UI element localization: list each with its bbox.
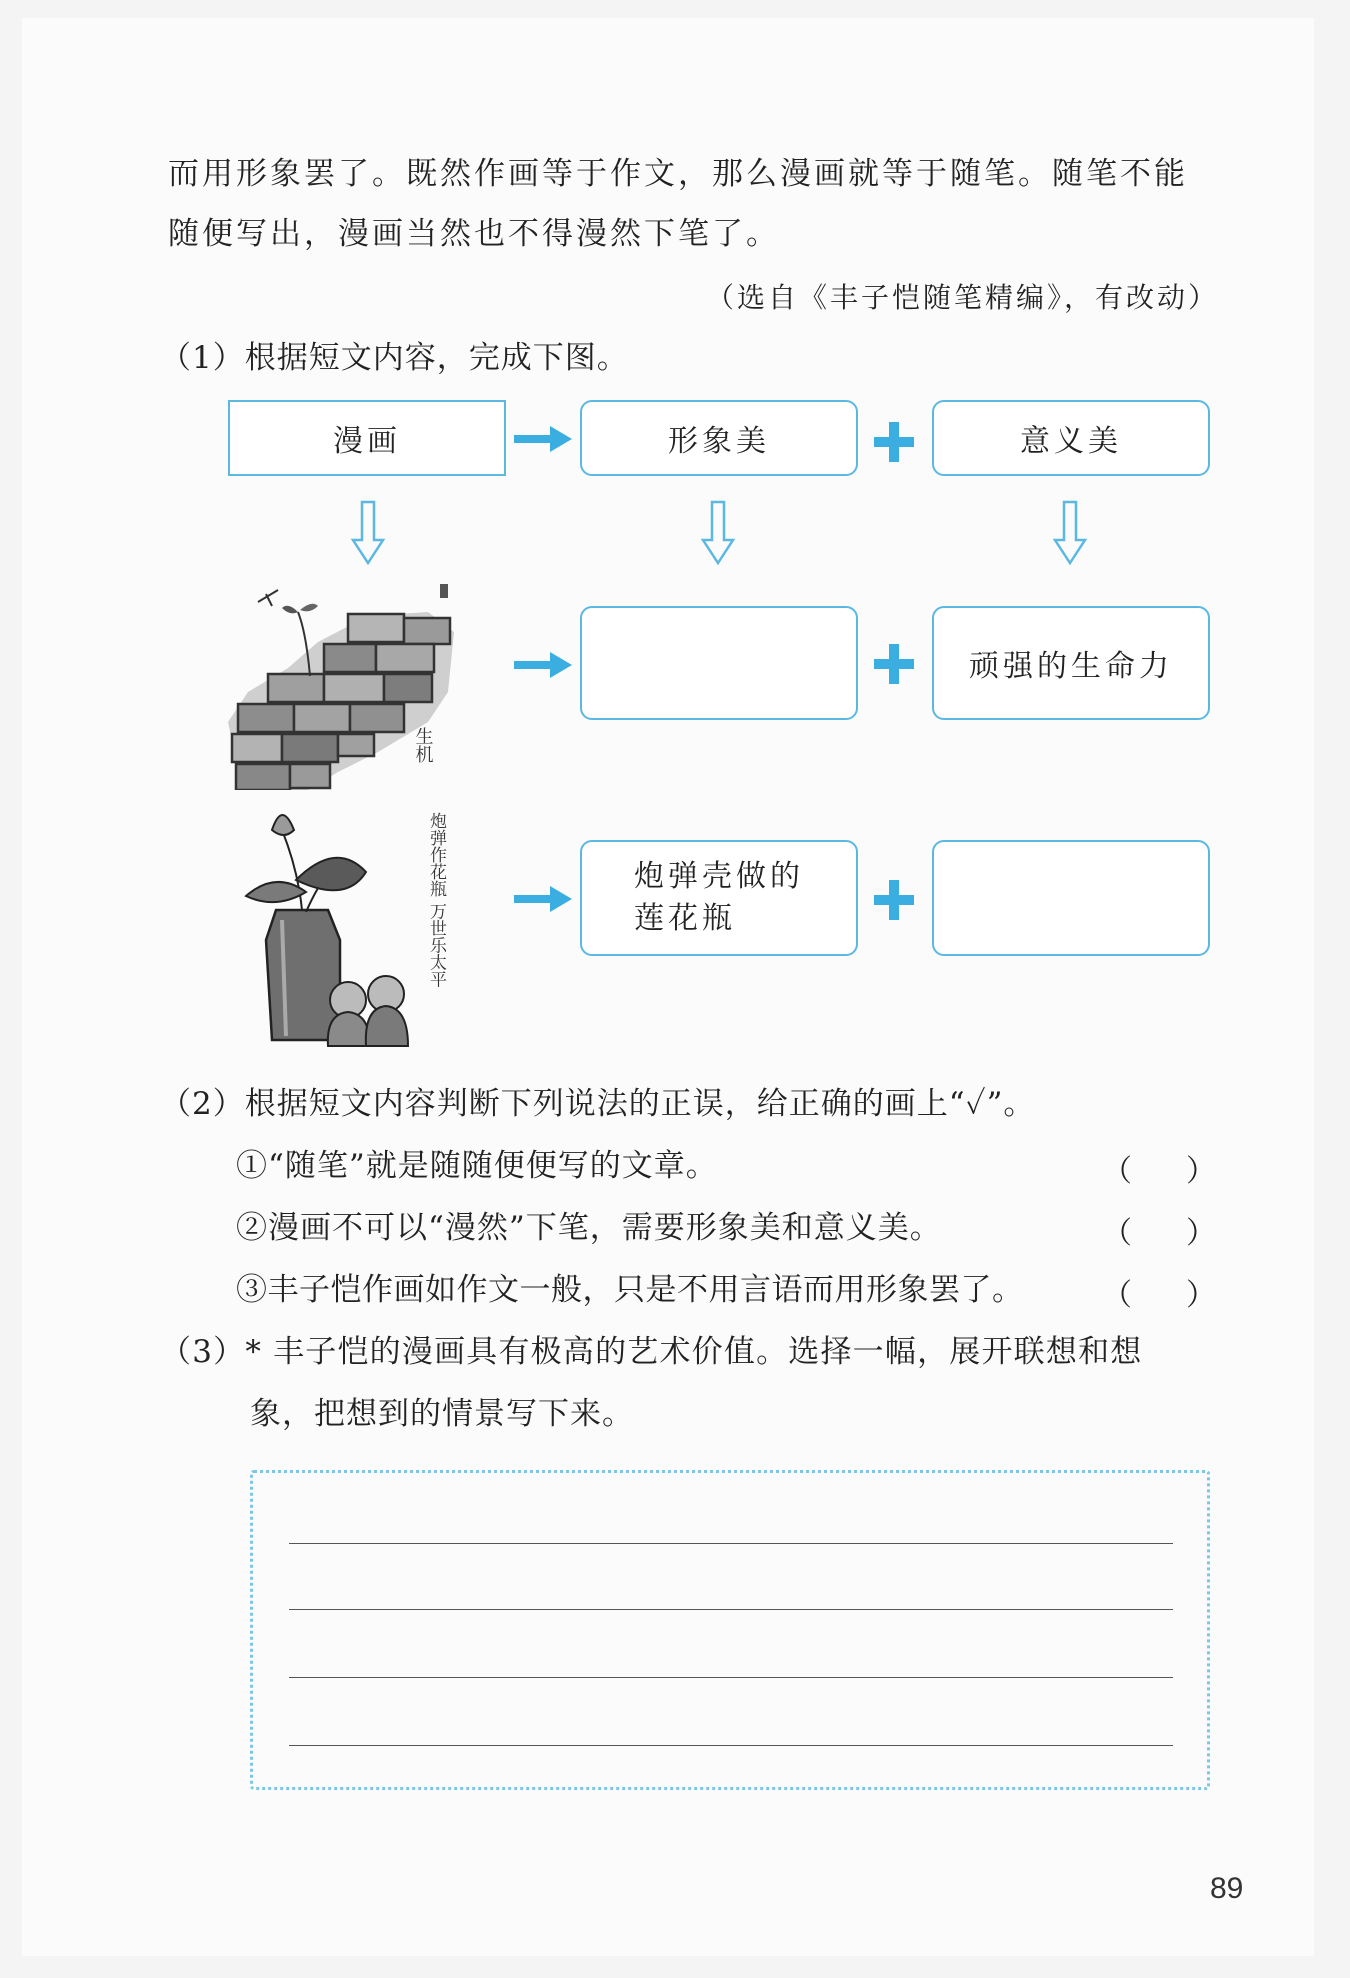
question-1-prompt: （1）根据短文内容，完成下图。	[160, 340, 629, 376]
question-3-prompt-line-2: 象，把想到的情景写下来。	[250, 1396, 634, 1432]
writing-line[interactable]	[289, 1677, 1173, 1678]
painting-sprout-wall	[228, 572, 458, 790]
right-arrow-icon	[512, 650, 574, 680]
plus-icon	[872, 878, 916, 922]
writing-line[interactable]	[289, 1543, 1173, 1544]
shell-vase-line-2: 莲花瓶	[634, 901, 736, 936]
plus-icon	[872, 642, 916, 686]
painting-2-caption: 炮弹作花瓶 万世乐太平	[426, 812, 446, 988]
answer-paren-open-1: （	[1102, 1154, 1132, 1189]
answer-paren-close-2: ）	[1186, 1216, 1216, 1251]
page-number: 89	[1210, 1872, 1244, 1905]
diagram-box-blank-meaning[interactable]	[932, 840, 1210, 956]
plus-icon	[872, 420, 916, 464]
question-2-prompt: （2）根据短文内容判断下列说法的正误，给正确的画上“✓”。	[160, 1086, 1036, 1122]
diagram-box-xingxiangmei: 形象美	[580, 400, 858, 476]
right-arrow-icon	[512, 424, 574, 454]
answer-paren-open-2: （	[1102, 1216, 1132, 1251]
diagram-box-shell-vase	[580, 840, 858, 956]
writing-line[interactable]	[289, 1609, 1173, 1610]
judgement-item-1: ①“随笔”就是随随便便写的文章。	[236, 1148, 718, 1184]
answer-paren-open-3: （	[1102, 1278, 1132, 1313]
answer-paren-close-1: ）	[1186, 1154, 1216, 1189]
diagram-box-yiyimei: 意义美	[932, 400, 1210, 476]
diagram-box-manhua: 漫画	[228, 400, 506, 476]
painting-1-caption: 生机	[412, 727, 434, 763]
down-arrow-icon	[1052, 500, 1088, 566]
passage-line-1: 而用形象罢了。既然作画等于作文，那么漫画就等于随笔。随笔不能	[168, 156, 1188, 192]
diagram-box-vitality: 顽强的生命力	[932, 606, 1210, 720]
painting-lotus-vase	[236, 800, 456, 1050]
passage-source: （选自《丰子恺随笔精编》，有改动）	[706, 281, 1220, 314]
writing-line[interactable]	[289, 1745, 1173, 1746]
writing-area[interactable]	[250, 1470, 1210, 1790]
judgement-item-2: ②漫画不可以“漫然”下笔，需要形象美和意义美。	[236, 1210, 942, 1246]
diagram-box-blank-answer[interactable]	[580, 606, 858, 720]
answer-paren-close-3: ）	[1186, 1278, 1216, 1313]
judgement-item-3: ③丰子恺作画如作文一般，只是不用言语而用形象罢了。	[236, 1272, 1024, 1308]
question-3-prompt-line-1: （3）* 丰子恺的漫画具有极高的艺术价值。选择一幅，展开联想和想	[160, 1334, 1143, 1370]
shell-vase-line-1: 炮弹壳做的	[634, 859, 804, 894]
passage-line-2: 随便写出，漫画当然也不得漫然下笔了。	[168, 216, 780, 252]
down-arrow-icon	[350, 500, 386, 566]
down-arrow-icon	[700, 500, 736, 566]
right-arrow-icon	[512, 884, 574, 914]
